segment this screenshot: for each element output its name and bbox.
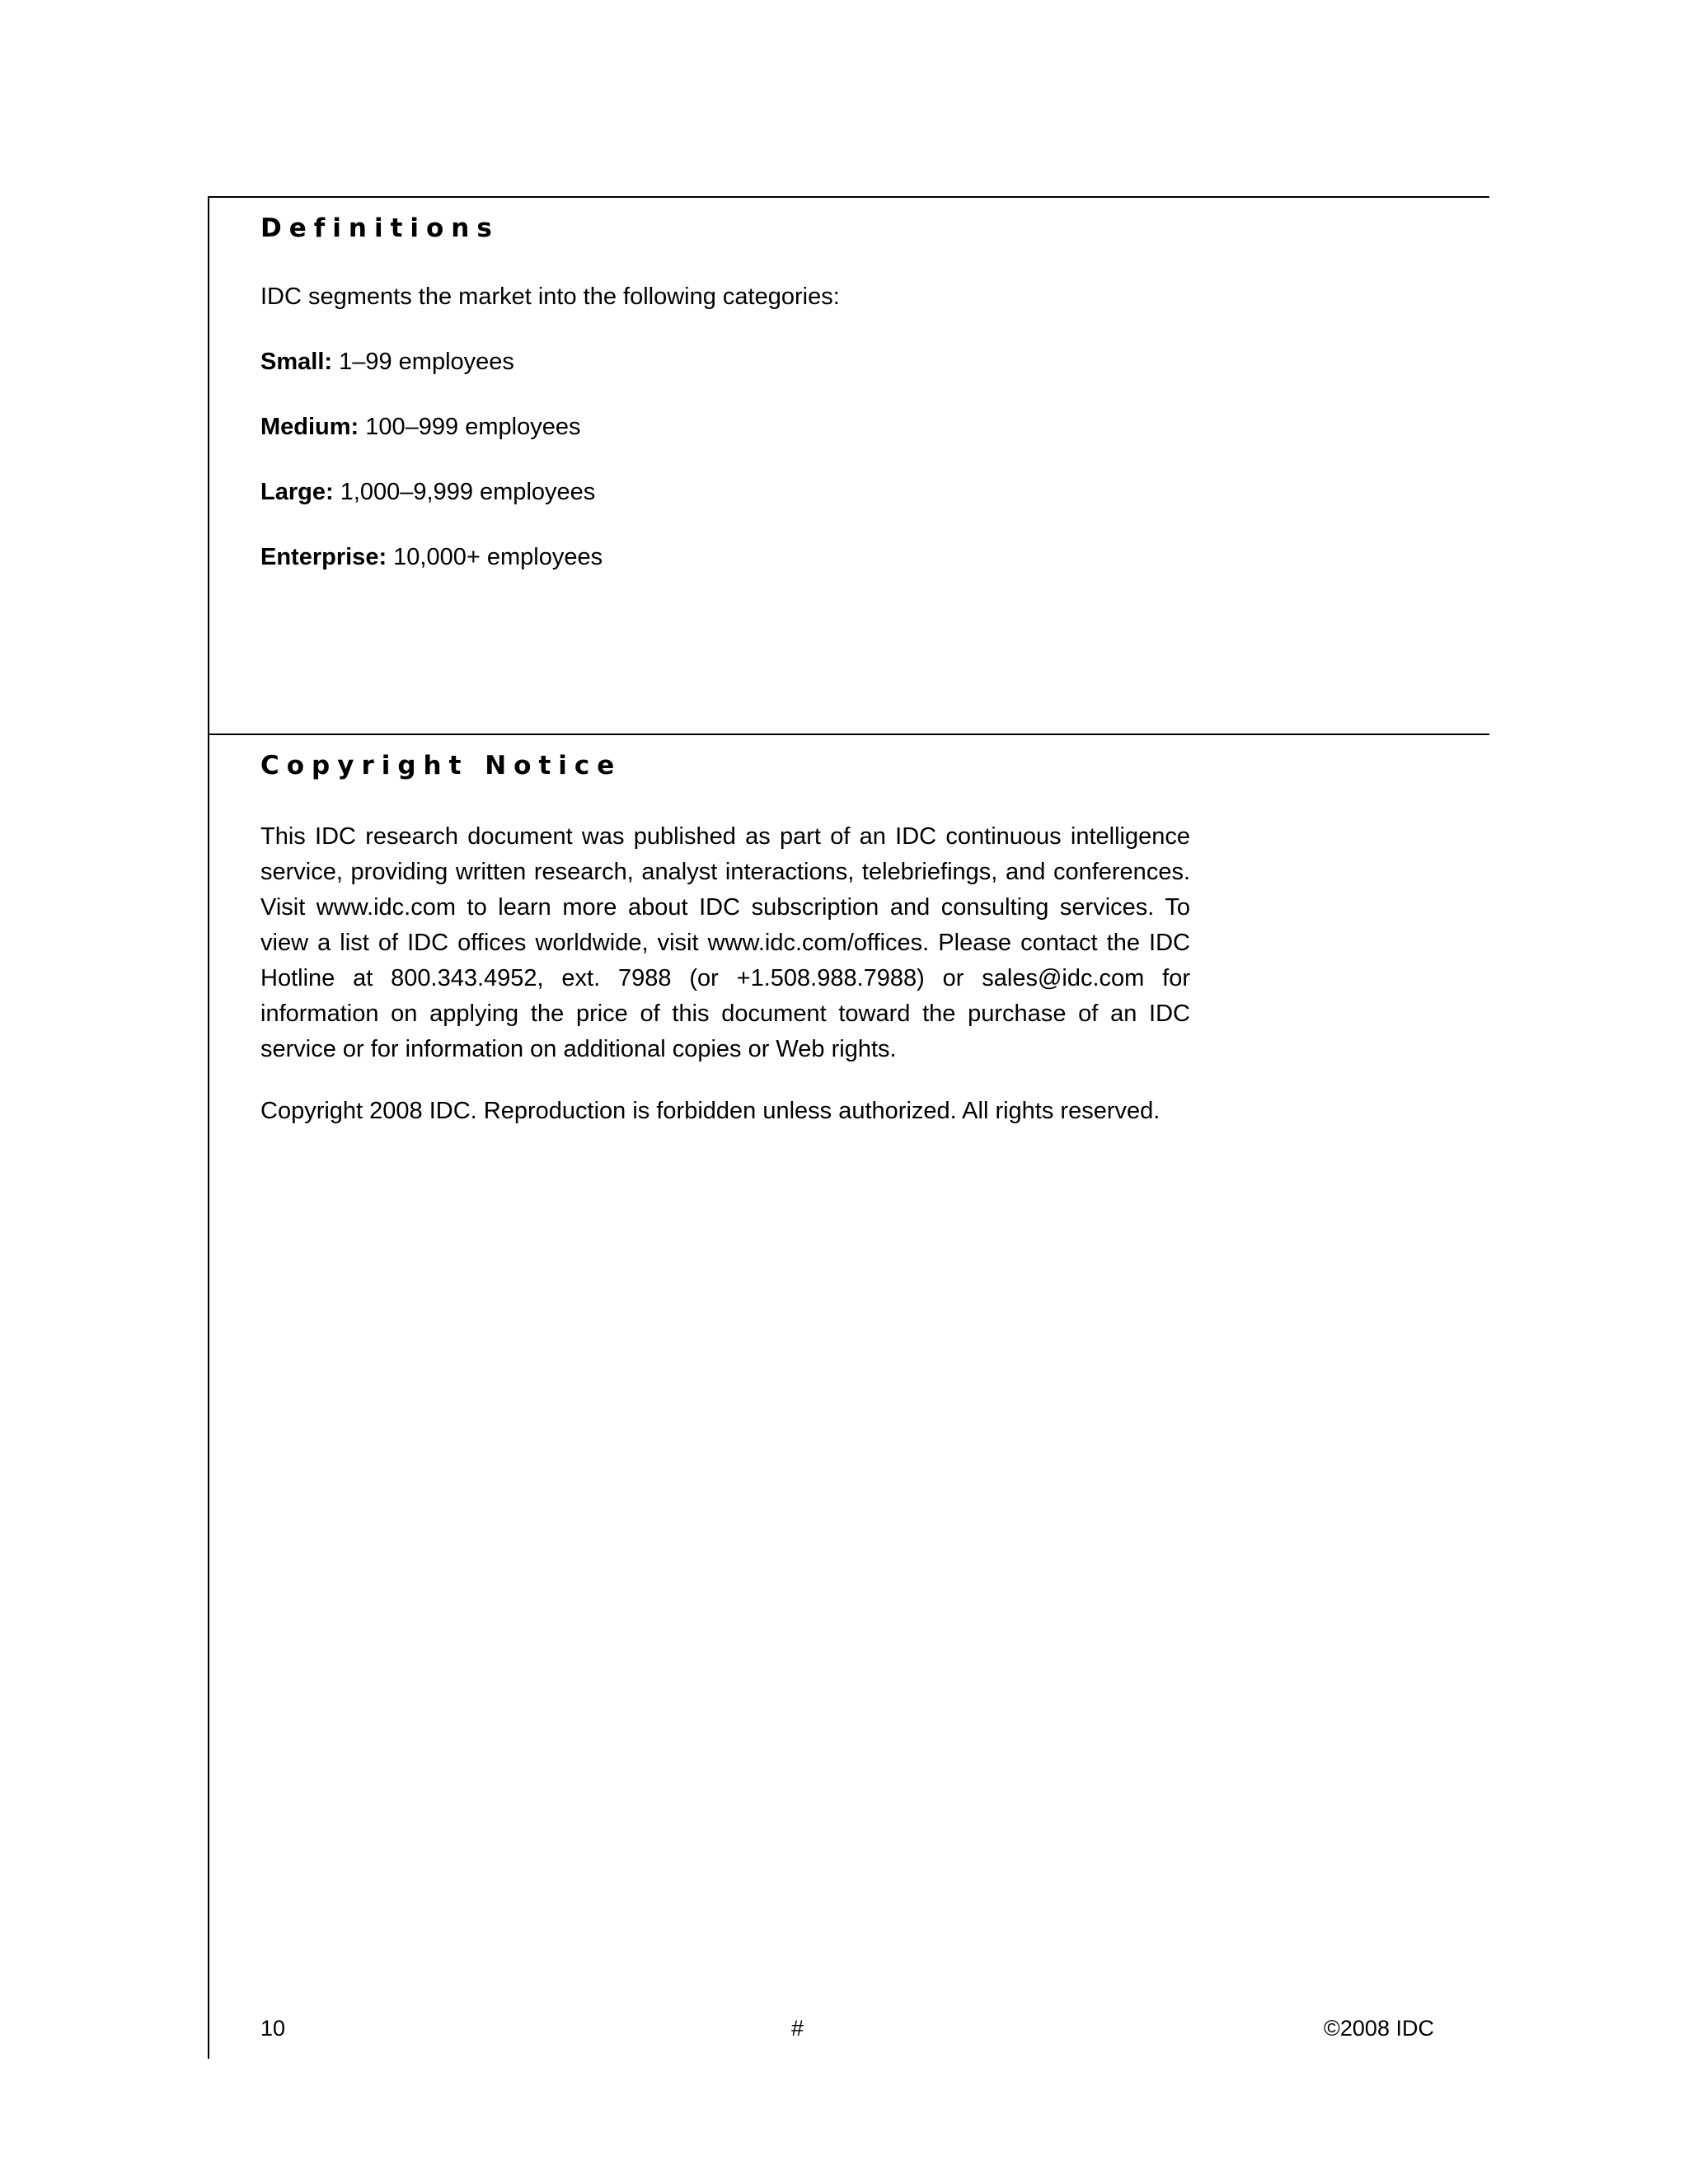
definition-small [260, 347, 514, 377]
definition-large-label: Large: [260, 479, 334, 505]
definition-enterprise [260, 542, 603, 572]
definition-medium-label: Medium: [260, 414, 359, 440]
footer-page-number: 10 [260, 2016, 286, 2041]
footer-copyright: ©2008 IDC [1324, 2016, 1434, 2041]
definitions-heading: Definitions [260, 213, 499, 243]
copyright-notice-heading: Copyright Notice [260, 751, 622, 780]
copyright-top-rule [208, 733, 1489, 735]
definition-enterprise-label: Enterprise: [260, 544, 387, 570]
definition-large-value: 1,000–9,999 employees [333, 479, 596, 505]
copyright-notice-body: This IDC research document was published as part of an IDC continuous intelligence service, providing written research, analyst interactions, telebriefings, and conferences. Visit www.idc.com to learn more about IDC subscription and consulting services. To view a list of IDC offices worldwide, visit www.idc.com/offices. Please contact the IDC Hotline at 800.343.4952, ext. 7988 (or +1.508.988.7988) or sales@idc.com for information on applying the price of this document toward the purchase of an IDC service or for information on additional copies or Web rights. [260, 823, 1190, 1062]
definition-large [260, 477, 595, 507]
left-margin-rule [208, 196, 209, 2059]
definition-enterprise-value: 10,000+ employees [387, 544, 603, 570]
definition-small-label: Small: [260, 349, 333, 375]
definition-medium-value: 100–999 employees [359, 414, 581, 440]
definitions-top-rule [208, 196, 1489, 198]
definitions-intro: IDC segments the market into the following categories: [260, 284, 840, 310]
copyright-statement: Copyright 2008 IDC. Reproduction is forbidden unless authorized. All rights reserved. [260, 1098, 1160, 1124]
definition-medium [260, 412, 580, 442]
footer-document-number: # [791, 2016, 804, 2041]
definition-small-value: 1–99 employees [332, 349, 514, 375]
